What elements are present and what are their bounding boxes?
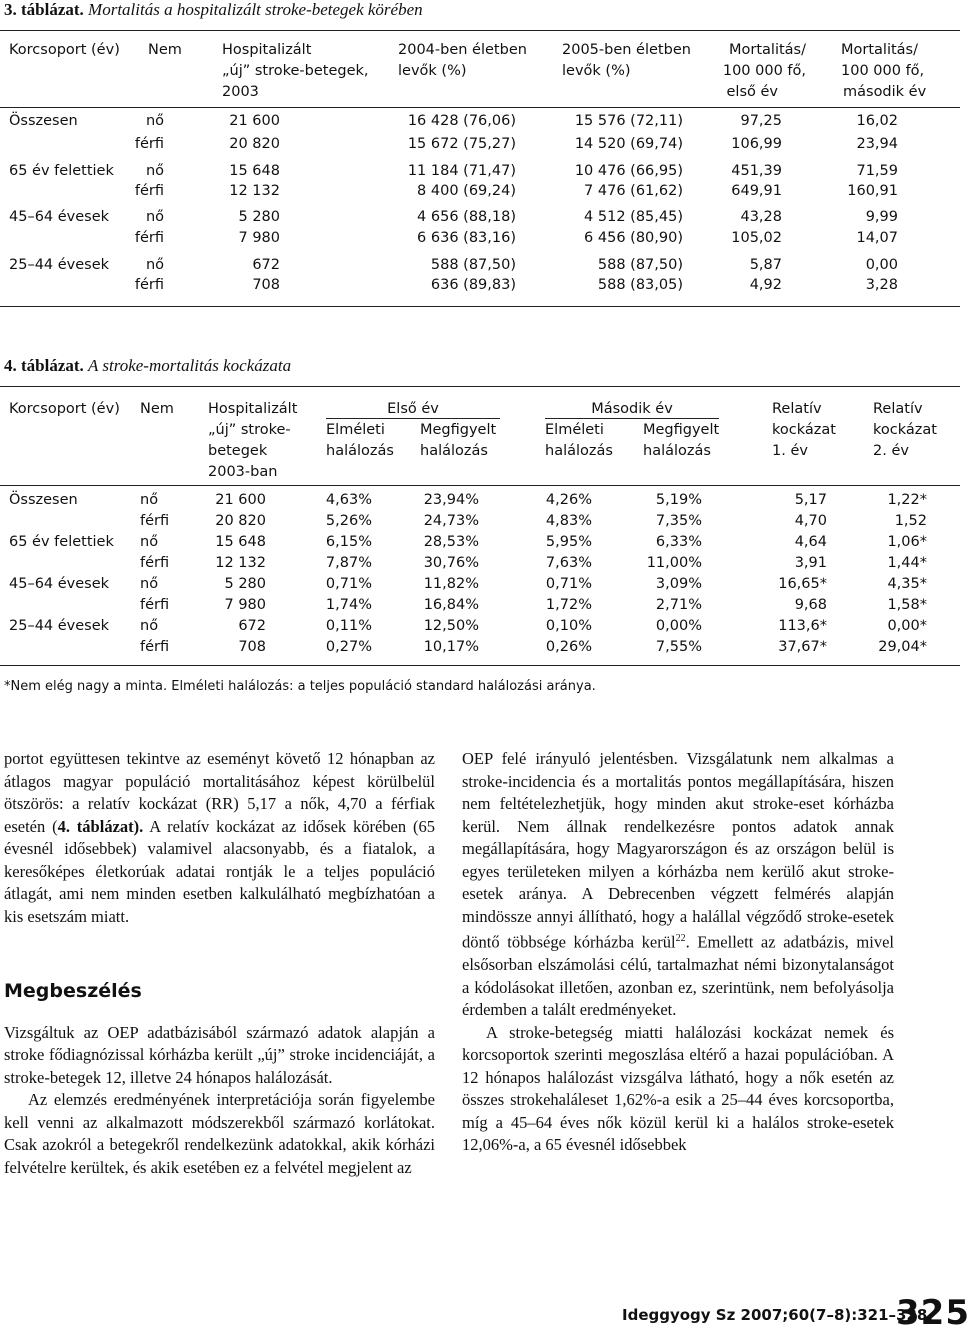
t4-cell-hosp: 12 132 <box>215 555 266 571</box>
t3-cell-m1: 4,92 <box>749 277 782 293</box>
t3-cell-m2: 23,94 <box>856 136 898 152</box>
t3-cell-m2: 14,07 <box>856 230 898 246</box>
t4-h-megf2-1: Megfigyelt <box>643 422 720 438</box>
left-p1-text-a: portot együttesen tekintve az eseményt követő 12 hónapban az átlagos magyar populáció mortalitásához képest körülbelül ötszörös: a relatív kockázat (RR) 5,17 a nők, 4,70 a férfiak esetén ( <box>4 749 435 836</box>
table3-header-rule <box>0 107 960 108</box>
t3-h-mort1-2: 100 000 fő, <box>722 63 806 79</box>
t3-h-mort2-3: második év <box>843 84 927 100</box>
t4-cell-rr1: 16,65* <box>778 576 827 592</box>
t4-cell-hosp: 5 280 <box>224 576 266 592</box>
t4-cell-rr2: 4,35* <box>887 576 927 592</box>
t4-cell-group: Összesen <box>9 492 78 508</box>
t3-cell-sex: férfi <box>134 277 164 293</box>
t4-first-year-underline <box>326 418 500 419</box>
table4-bottom-rule <box>0 665 960 666</box>
t4-h-rr2-3: 2. év <box>873 443 909 459</box>
t3-cell-hosp: 15 648 <box>229 163 280 179</box>
t4-cell-m1: 11,82% <box>423 576 479 592</box>
t3-cell-group: 65 év felettiek <box>9 163 114 179</box>
t4-cell-rr1: 5,17 <box>794 492 827 508</box>
t3-cell-m1: 649,91 <box>731 183 782 199</box>
left-paragraph-3: Az elemzés eredményének interpretációja során figyelembe kell venni az alkalmazott módszerekből származó korlátokat. Csak azokról a betegekről rendelkezünk adatokkal, akik kórházi felvételre kerültek, és akik esetében ez a felvétel megjelent az <box>4 1090 435 1177</box>
t4-cell-hosp: 20 820 <box>215 513 266 529</box>
t4-second-year-underline <box>545 418 719 419</box>
t3-cell-m2: 160,91 <box>847 183 898 199</box>
right-paragraph-1 <box>462 748 894 1022</box>
t3-cell-hosp: 12 132 <box>229 183 280 199</box>
t4-cell-sex: nő <box>140 618 159 634</box>
t3-cell-e2004: 8 400 (69,24) <box>417 183 516 199</box>
t3-cell-m2: 0,00 <box>865 257 898 273</box>
t4-h-rr1-2: kockázat <box>772 422 836 438</box>
t3-cell-hosp: 672 <box>252 257 280 273</box>
t3-cell-sex: nő <box>145 113 164 129</box>
t4-cell-rr2: 0,00* <box>887 618 927 634</box>
t4-h-elm2-2: halálozás <box>545 443 613 459</box>
t4-cell-hosp: 708 <box>238 639 266 655</box>
t3-cell-e2005: 10 476 (66,95) <box>574 163 683 179</box>
t4-cell-rr2: 1,52 <box>894 513 927 529</box>
t4-h-elm1-2: halálozás <box>326 443 394 459</box>
t4-cell-m2: 0,00% <box>655 618 702 634</box>
t4-h-megf2-2: halálozás <box>643 443 711 459</box>
t4-h-second-year: Második év <box>591 401 673 417</box>
t4-h-rr2-1: Relatív <box>873 401 923 417</box>
t4-h-elm2-1: Elméleti <box>545 422 604 438</box>
left-paragraph-1 <box>4 748 435 928</box>
table3-top-rule <box>0 30 960 31</box>
t3-cell-e2005: 6 456 (80,90) <box>584 230 683 246</box>
t3-h-e2004-2: levők (%) <box>398 63 467 79</box>
t3-h-hosp-1: Hospitalizált <box>222 42 312 58</box>
right-p1-text-b: . Emellett az adatbázis, mivel elsősorban elszámolási célú, tartalmazhat némi bizonytalanságot a kódolásokat illetően, azonban ez, szerintünk, nem befolyásolja érdemben a talált eredményeket. <box>462 932 894 1019</box>
t3-cell-e2004: 6 636 (83,16) <box>417 230 516 246</box>
t4-cell-e1: 0,11% <box>325 618 372 634</box>
t3-cell-sex: férfi <box>134 183 164 199</box>
t4-cell-rr2: 1,06* <box>887 534 927 550</box>
t3-cell-e2005: 4 512 (85,45) <box>584 209 683 225</box>
t3-cell-m1: 97,25 <box>740 113 782 129</box>
t3-cell-m2: 9,99 <box>865 209 898 225</box>
t4-h-rr2-2: kockázat <box>873 422 937 438</box>
t3-cell-m2: 16,02 <box>856 113 898 129</box>
t3-cell-e2004: 16 428 (76,06) <box>407 113 516 129</box>
right-column <box>462 748 894 1157</box>
t3-cell-m2: 3,28 <box>865 277 898 293</box>
t4-cell-e1: 0,71% <box>325 576 372 592</box>
t3-h-hosp-3: 2003 <box>222 84 259 100</box>
t3-cell-hosp: 7 980 <box>238 230 280 246</box>
t4-h-rr1-3: 1. év <box>772 443 808 459</box>
t4-cell-rr2: 1,22* <box>887 492 927 508</box>
t4-h-elm1-1: Elméleti <box>326 422 385 438</box>
t4-h-megf1-2: halálozás <box>420 443 488 459</box>
t3-cell-hosp: 21 600 <box>229 113 280 129</box>
t4-cell-hosp: 7 980 <box>224 597 266 613</box>
page-number: 325 <box>896 1293 970 1333</box>
t4-cell-sex: férfi <box>140 513 170 529</box>
t4-cell-e2: 0,71% <box>545 576 592 592</box>
t4-cell-e1: 0,27% <box>325 639 372 655</box>
t4-cell-m1: 28,53% <box>423 534 479 550</box>
left-p1-text-b: A relatív kockázat az idősek körében (65 évesnél idősebbek) valamivel alacsonyabb, és a fiatalok, a keresőképes életkorúak adatai rontják le a teljes populáció átlagát, ami nem minden esetben kalkulálható megbízhatóan a kis esetszám miatt. <box>4 816 435 926</box>
t3-cell-sex: férfi <box>134 136 164 152</box>
t4-cell-group: 45–64 évesek <box>9 576 110 592</box>
t3-h-mort1-3: első év <box>726 84 778 100</box>
t4-cell-rr2: 1,58* <box>887 597 927 613</box>
t3-h-nem: Nem <box>148 42 182 58</box>
reference-superscript[interactable]: 22 <box>675 933 686 944</box>
t3-cell-sex: nő <box>145 209 164 225</box>
t4-cell-m2: 11,00% <box>646 555 702 571</box>
t3-cell-sex: férfi <box>134 230 164 246</box>
t4-cell-sex: nő <box>140 576 159 592</box>
t3-cell-sex: nő <box>145 163 164 179</box>
t3-cell-m1: 5,87 <box>749 257 782 273</box>
t3-cell-m1: 451,39 <box>731 163 782 179</box>
t4-cell-e1: 5,26% <box>325 513 372 529</box>
table3-label: 3. táblázat. <box>4 0 84 19</box>
t4-cell-e2: 0,26% <box>545 639 592 655</box>
t4-cell-m2: 7,35% <box>655 513 702 529</box>
t3-cell-m1: 43,28 <box>740 209 782 225</box>
t3-cell-e2004: 636 (89,83) <box>430 277 516 293</box>
t3-cell-m1: 105,02 <box>731 230 782 246</box>
journal-citation: Ideggyogy Sz 2007;60(7–8):321–328. <box>622 1306 934 1324</box>
left-paragraph-2: Vizsgáltuk az OEP adatbázisából származó adatok alapján a stroke fődiagnózissal kórházba került „új” stroke incidenciáját, a stroke-betegek 12, illetve 24 hónapos halálozását. <box>4 1022 435 1087</box>
table4-title <box>4 356 291 376</box>
t3-cell-e2005: 7 476 (61,62) <box>584 183 683 199</box>
t4-cell-e1: 1,74% <box>325 597 372 613</box>
t4-cell-sex: férfi <box>140 639 170 655</box>
t4-cell-group: 25–44 évesek <box>9 618 110 634</box>
t4-cell-rr1: 37,67* <box>778 639 827 655</box>
t4-cell-sex: nő <box>140 492 159 508</box>
t3-cell-group: 45–64 évesek <box>9 209 110 225</box>
t4-cell-m1: 10,17% <box>423 639 479 655</box>
t4-cell-m2: 3,09% <box>655 576 702 592</box>
left-column <box>4 748 435 1179</box>
t4-cell-e1: 4,63% <box>325 492 372 508</box>
t4-cell-m2: 6,33% <box>655 534 702 550</box>
table4-top-rule <box>0 386 960 387</box>
table4-footnote: *Nem elég nagy a minta. Elméleti halálozás: a teljes populáció standard halálozási aránya. <box>4 679 596 694</box>
t4-cell-rr2: 29,04* <box>878 639 927 655</box>
t3-cell-e2005: 15 576 (72,11) <box>574 113 683 129</box>
t4-cell-rr1: 3,91 <box>794 555 827 571</box>
table3-bottom-rule <box>0 306 960 307</box>
t4-cell-m2: 2,71% <box>655 597 702 613</box>
t4-h-korcsoport: Korcsoport (év) <box>9 401 120 417</box>
t3-cell-m2: 71,59 <box>856 163 898 179</box>
t3-cell-e2004: 4 656 (88,18) <box>417 209 516 225</box>
t4-h-hosp-4: 2003-ban <box>208 464 278 480</box>
t3-h-e2005-2: levők (%) <box>562 63 631 79</box>
t3-h-e2005-1: 2005-ben életben <box>562 42 691 58</box>
t4-cell-m1: 16,84% <box>423 597 479 613</box>
table4-reference[interactable]: 4. táblázat). <box>57 816 144 836</box>
t4-cell-m1: 30,76% <box>423 555 479 571</box>
t3-h-mort2-1: Mortalitás/ <box>841 42 918 58</box>
t3-h-e2004-1: 2004-ben életben <box>398 42 527 58</box>
t4-cell-e2: 4,83% <box>545 513 592 529</box>
t3-h-mort1-1: Mortalitás/ <box>729 42 806 58</box>
t3-h-mort2-2: 100 000 fő, <box>841 63 925 79</box>
t4-cell-e1: 6,15% <box>325 534 372 550</box>
t4-cell-m2: 5,19% <box>655 492 702 508</box>
t4-h-hosp-2: „új” stroke- <box>208 422 291 438</box>
table3-caption: Mortalitás a hospitalizált stroke-betegek körében <box>88 0 423 19</box>
t3-cell-group: Összesen <box>9 113 78 129</box>
right-paragraph-2: A stroke-betegség miatti halálozási kockázat nemek és korcsoportok szerinti megoszlása eltérő a hazai populációban. A 12 hónapos halálozást vizsgálva látható, hogy a nők esetén az összes strokehaláleset 1,62%-a esik a 25–44 éves korcsoportba, míg a 45–64 éves nők közül kerül ki a halálos stroke-esetek 12,06%-a, a 65 évesnél idősebbek <box>462 1022 894 1154</box>
section-heading: Megbeszélés <box>4 980 142 1002</box>
right-p1-text-a: OEP felé irányuló jelentésben. Vizsgálatunk nem alkalmas a stroke-incidencia és a mortalitás pontos megállapítására, hiszen nem feltételezhetjük, hogy minden akut stroke-eset kórházba kerül. Nem állnak rendelkezésre pontos adatok annak megállapítására, hogy Magyarországon és az országon belül is egyes területeken milyen a kórházba nem kerülő akut stroke-esetek aránya. A Debrecenben végzett felmérés alapján mindössze annyi állítható, hogy a halállal végződő stroke-esetek döntő többsége kórházba kerül <box>462 749 894 952</box>
t3-cell-hosp: 20 820 <box>229 136 280 152</box>
t3-cell-m1: 106,99 <box>731 136 782 152</box>
t4-h-megf1-1: Megfigyelt <box>420 422 497 438</box>
t4-cell-hosp: 21 600 <box>215 492 266 508</box>
t4-cell-e2: 4,26% <box>545 492 592 508</box>
t3-cell-e2004: 15 672 (75,27) <box>407 136 516 152</box>
t4-cell-rr1: 4,70 <box>794 513 827 529</box>
table4-header-rule <box>0 485 960 486</box>
t3-cell-e2005: 588 (87,50) <box>597 257 683 273</box>
t4-cell-rr2: 1,44* <box>887 555 927 571</box>
t4-h-hosp-3: betegek <box>208 443 268 459</box>
t4-cell-m1: 12,50% <box>423 618 479 634</box>
t4-cell-rr1: 4,64 <box>794 534 827 550</box>
t3-cell-hosp: 5 280 <box>238 209 280 225</box>
t4-h-rr1-1: Relatív <box>772 401 822 417</box>
t4-cell-e2: 7,63% <box>545 555 592 571</box>
t4-cell-m2: 7,55% <box>655 639 702 655</box>
t4-h-first-year: Első év <box>387 401 439 417</box>
t4-cell-e1: 7,87% <box>325 555 372 571</box>
t4-h-nem: Nem <box>140 401 174 417</box>
t4-cell-rr1: 9,68 <box>794 597 827 613</box>
t3-cell-group: 25–44 évesek <box>9 257 110 273</box>
t4-cell-sex: nő <box>140 534 159 550</box>
t3-cell-hosp: 708 <box>252 277 280 293</box>
t3-cell-sex: nő <box>145 257 164 273</box>
table4-caption: A stroke-mortalitás kockázata <box>88 356 292 375</box>
t4-cell-sex: férfi <box>140 555 170 571</box>
t4-cell-e2: 1,72% <box>545 597 592 613</box>
t4-cell-sex: férfi <box>140 597 170 613</box>
table3-title <box>4 0 423 20</box>
t3-cell-e2004: 588 (87,50) <box>430 257 516 273</box>
t4-cell-e2: 0,10% <box>545 618 592 634</box>
t4-cell-hosp: 15 648 <box>215 534 266 550</box>
t4-cell-m1: 23,94% <box>423 492 479 508</box>
t3-cell-e2005: 14 520 (69,74) <box>574 136 683 152</box>
t4-cell-group: 65 év felettiek <box>9 534 114 550</box>
t3-h-hosp-2: „új” stroke-betegek, <box>222 63 369 79</box>
t4-h-hosp-1: Hospitalizált <box>208 401 298 417</box>
t4-cell-hosp: 672 <box>238 618 266 634</box>
t3-cell-e2005: 588 (83,05) <box>597 277 683 293</box>
t3-cell-e2004: 11 184 (71,47) <box>407 163 516 179</box>
t4-cell-e2: 5,95% <box>545 534 592 550</box>
t3-h-korcsoport: Korcsoport (év) <box>9 42 120 58</box>
t4-cell-m1: 24,73% <box>423 513 479 529</box>
t4-cell-rr1: 113,6* <box>778 618 827 634</box>
table4-label: 4. táblázat. <box>4 356 84 375</box>
